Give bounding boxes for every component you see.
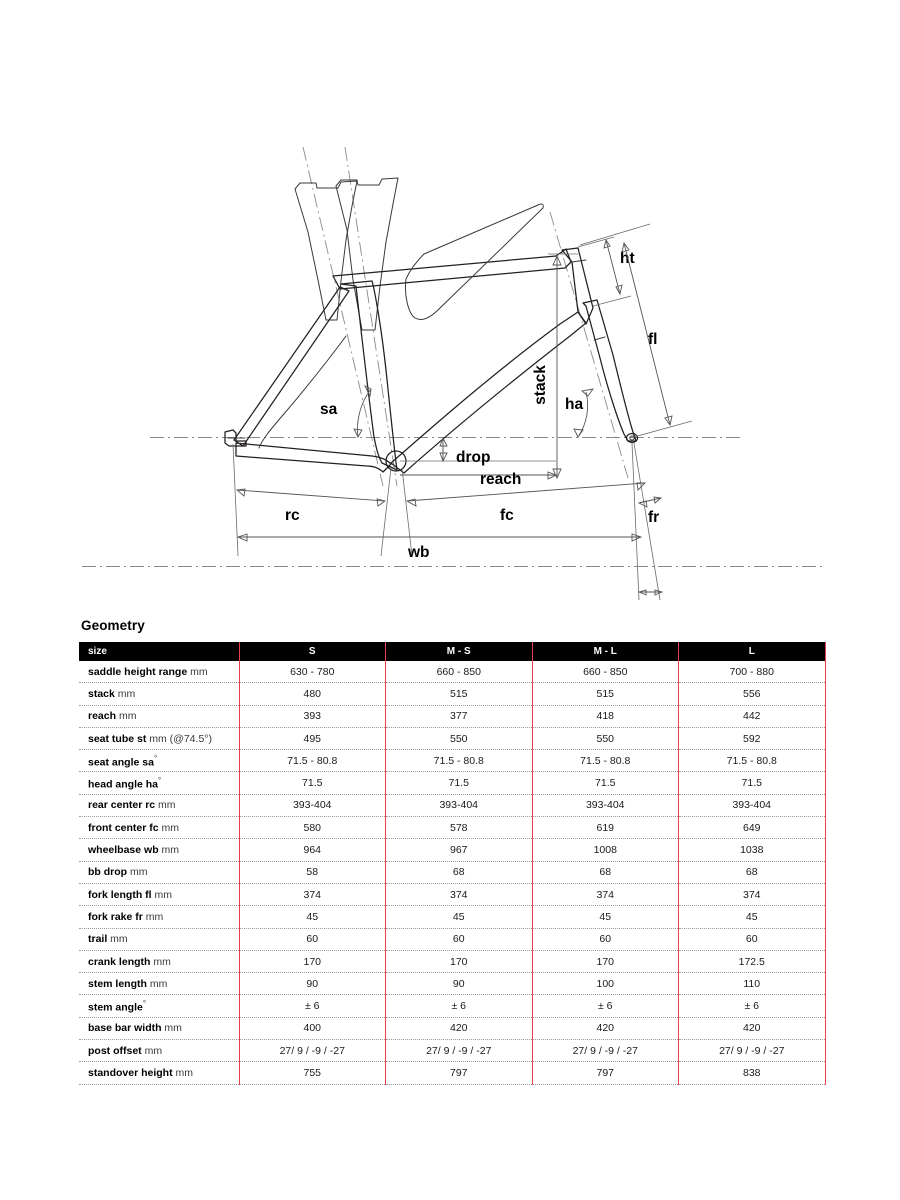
cell-ml: 170: [532, 950, 679, 972]
row-label-unit: mm: [187, 665, 208, 678]
cell-ms: 170: [386, 950, 533, 972]
cell-l: 442: [679, 705, 826, 727]
table-row: [79, 973, 825, 995]
cell-ml: 420: [532, 1017, 679, 1039]
row-label: [79, 683, 239, 705]
cell-s: 27/ 9 / -9 / -27: [239, 1040, 386, 1062]
cell-ms: 45: [386, 906, 533, 928]
row-label-degree-symbol: °: [158, 775, 162, 785]
dim-label-ht: ht: [620, 250, 635, 267]
dim-fr: [639, 497, 661, 526]
row-label-unit: mm (@74.5°): [146, 732, 212, 745]
cell-ml: 60: [532, 928, 679, 950]
row-label-name: stem length: [88, 977, 147, 990]
cell-s: 393-404: [239, 794, 386, 816]
cell-s: 630 - 780: [239, 661, 386, 683]
row-label: [79, 1062, 239, 1084]
cell-s: 393: [239, 705, 386, 727]
cell-s: 964: [239, 839, 386, 861]
dim-label-fr: fr: [648, 509, 660, 526]
row-label: [79, 750, 239, 772]
row-label: [79, 794, 239, 816]
row-label-name: fork rake fr: [88, 910, 143, 923]
front-triangle-window: [405, 204, 543, 320]
cell-ml: 45: [532, 906, 679, 928]
cell-l: 556: [679, 683, 826, 705]
cell-l: 393-404: [679, 794, 826, 816]
row-label-name: wheelbase wb: [88, 844, 159, 857]
column-header-l: L: [679, 642, 826, 661]
cell-s: 400: [239, 1017, 386, 1039]
cell-ms: ± 6: [386, 995, 533, 1017]
dim-stack: [532, 254, 578, 478]
dim-ht: [578, 237, 635, 306]
row-label-name: stack: [88, 687, 115, 700]
row-label-name: reach: [88, 710, 117, 723]
row-label: [79, 1040, 239, 1062]
dim-label-wb: wb: [408, 544, 430, 561]
row-label-name: stem angle: [88, 1001, 143, 1014]
cell-ml: 515: [532, 683, 679, 705]
column-header-m-l: M - L: [532, 642, 679, 661]
table-row: [79, 950, 825, 972]
row-label-unit: mm: [158, 821, 180, 834]
dim-label-ha: ha: [565, 396, 584, 413]
table-row: [79, 727, 825, 749]
cell-ml: 550: [532, 727, 679, 749]
dim-label-stack: stack: [532, 365, 549, 405]
table-row: [79, 772, 825, 794]
cell-ml: 71.5: [532, 772, 679, 794]
seatpost-front-position: [336, 178, 398, 330]
cell-l: 172.5: [679, 950, 826, 972]
row-label-name: front center fc: [88, 821, 159, 834]
cell-ml: ± 6: [532, 995, 679, 1017]
cell-ml: 27/ 9 / -9 / -27: [532, 1040, 679, 1062]
table-row: [79, 1017, 825, 1039]
table-row: [79, 906, 825, 928]
row-label-name: base bar width: [88, 1022, 162, 1035]
fork: [583, 300, 636, 441]
cell-ms: 71.5 - 80.8: [386, 750, 533, 772]
cell-l: 45: [679, 906, 826, 928]
cell-l: 592: [679, 727, 826, 749]
cell-s: 580: [239, 817, 386, 839]
row-label-unit: mm: [116, 710, 137, 723]
cell-ms: 393-404: [386, 794, 533, 816]
row-label: [79, 1017, 239, 1039]
cell-ms: 68: [386, 861, 533, 883]
cell-ms: 515: [386, 683, 533, 705]
table-row: [79, 683, 825, 705]
seat-stay: [234, 287, 349, 446]
table-row: [79, 861, 825, 883]
geometry-table: [79, 642, 826, 1085]
cell-ml: 374: [532, 883, 679, 905]
row-label-unit: mm: [127, 866, 148, 879]
seatpost-rear-position: [295, 181, 357, 320]
cell-l: 1038: [679, 839, 826, 861]
row-label: [79, 995, 239, 1017]
cell-s: 60: [239, 928, 386, 950]
column-header-m-s: M - S: [386, 642, 533, 661]
cell-ml: 418: [532, 705, 679, 727]
cell-ml: 660 - 850: [532, 661, 679, 683]
row-label: [79, 883, 239, 905]
cell-ms: 27/ 9 / -9 / -27: [386, 1040, 533, 1062]
cell-ml: 68: [532, 861, 679, 883]
row-label: [79, 906, 239, 928]
row-label-unit: mm: [158, 844, 180, 857]
row-label: [79, 928, 239, 950]
table-row: [79, 705, 825, 727]
row-label-unit: mm: [114, 687, 136, 700]
row-label-unit: mm: [161, 1022, 182, 1035]
table-row: [79, 794, 825, 816]
cell-l: ± 6: [679, 995, 826, 1017]
table-row: [79, 839, 825, 861]
cell-l: 420: [679, 1017, 826, 1039]
table-row: [79, 1062, 825, 1084]
table-row: [79, 995, 825, 1017]
cell-ms: 967: [386, 839, 533, 861]
row-label: [79, 661, 239, 683]
cell-s: 45: [239, 906, 386, 928]
table-row: [79, 883, 825, 905]
top-tube: [333, 249, 571, 289]
row-label-name: saddle height range: [88, 665, 188, 678]
cell-s: 755: [239, 1062, 386, 1084]
row-label: [79, 839, 239, 861]
cell-ms: 797: [386, 1062, 533, 1084]
dim-label-fl: fl: [648, 331, 658, 348]
table-header-row: [79, 642, 825, 661]
cell-ms: 90: [386, 973, 533, 995]
row-label-unit: mm: [146, 977, 168, 990]
row-label-name: trail: [88, 933, 108, 946]
cell-ms: 374: [386, 883, 533, 905]
cell-l: 71.5 - 80.8: [679, 750, 826, 772]
column-header-s: S: [239, 642, 386, 661]
cell-ms: 377: [386, 705, 533, 727]
geometry-title: Geometry: [81, 618, 145, 633]
row-label-unit: mm: [142, 910, 164, 923]
cell-ml: 1008: [532, 839, 679, 861]
cell-l: 68: [679, 861, 826, 883]
row-label-unit: mm: [141, 1044, 163, 1057]
cell-s: 495: [239, 727, 386, 749]
cell-l: 700 - 880: [679, 661, 826, 683]
dim-sa: [320, 386, 371, 437]
dim-label-rc: rc: [285, 507, 300, 524]
cell-ms: 578: [386, 817, 533, 839]
cell-l: 649: [679, 817, 826, 839]
cell-s: 170: [239, 950, 386, 972]
cell-ms: 550: [386, 727, 533, 749]
cell-ml: 100: [532, 973, 679, 995]
table-row: [79, 817, 825, 839]
dim-fc: [407, 483, 645, 524]
dim-label-reach: reach: [480, 471, 522, 488]
row-label-name: seat angle sa: [88, 756, 154, 769]
table-row: [79, 661, 825, 683]
table-row: [79, 1040, 825, 1062]
rear-triangle-inner-edge: [259, 336, 346, 448]
row-label: [79, 727, 239, 749]
cell-l: 71.5: [679, 772, 826, 794]
dim-fl: [580, 224, 692, 437]
cell-ml: 619: [532, 817, 679, 839]
column-header-size: size: [79, 642, 239, 661]
cell-s: 90: [239, 973, 386, 995]
row-label-degree-symbol: °: [153, 753, 158, 763]
row-label-name: rear center rc: [88, 799, 156, 812]
row-label-name: head angle ha: [88, 778, 159, 791]
row-label-unit: mm: [107, 933, 128, 946]
cell-ms: 60: [386, 928, 533, 950]
dim-wb: [238, 534, 641, 561]
row-label-name: crank length: [88, 955, 151, 968]
cell-s: 374: [239, 883, 386, 905]
row-label-name: bb drop: [88, 866, 128, 879]
seat-post-axis-lines: [303, 147, 397, 486]
cell-ml: 393-404: [532, 794, 679, 816]
row-label: [79, 950, 239, 972]
cell-l: 27/ 9 / -9 / -27: [679, 1040, 826, 1062]
row-label: [79, 861, 239, 883]
cell-ml: 797: [532, 1062, 679, 1084]
row-label-name: post offset: [88, 1044, 142, 1057]
cell-ml: 71.5 - 80.8: [532, 750, 679, 772]
cell-s: 71.5: [239, 772, 386, 794]
cell-l: 60: [679, 928, 826, 950]
dim-reach: [400, 471, 556, 488]
row-label-unit: mm: [155, 799, 176, 812]
geometry-section: [79, 618, 825, 1085]
dim-label-drop: drop: [456, 449, 491, 466]
dim-label-fc: fc: [500, 507, 514, 524]
cell-l: 110: [679, 973, 826, 995]
row-label: [79, 772, 239, 794]
dim-rc: [237, 489, 385, 524]
dim-drop: [400, 438, 556, 466]
row-label: [79, 973, 239, 995]
cell-s: 71.5 - 80.8: [239, 750, 386, 772]
row-label-name: seat tube st: [88, 732, 147, 745]
row-label-name: standover height: [88, 1066, 173, 1079]
cell-l: 838: [679, 1062, 826, 1084]
cell-ms: 660 - 850: [386, 661, 533, 683]
row-label-unit: mm: [151, 888, 173, 901]
row-label-name: fork length fl: [88, 888, 152, 901]
dim-ha: [565, 389, 593, 437]
row-label-degree-symbol: °: [142, 998, 147, 1008]
cell-s: ± 6: [239, 995, 386, 1017]
dim-label-sa: sa: [320, 401, 338, 418]
seat-tube: [341, 281, 397, 470]
row-label: [79, 817, 239, 839]
cell-ms: 71.5: [386, 772, 533, 794]
cell-s: 58: [239, 861, 386, 883]
row-label-unit: mm: [150, 955, 171, 968]
cell-ms: 420: [386, 1017, 533, 1039]
cell-s: 480: [239, 683, 386, 705]
row-label-unit: mm: [172, 1066, 194, 1079]
geometry-table-header: [79, 642, 825, 661]
row-label: [79, 705, 239, 727]
table-row: [79, 750, 825, 772]
cell-l: 374: [679, 883, 826, 905]
geometry-table-body: [79, 661, 825, 1084]
table-row: [79, 928, 825, 950]
